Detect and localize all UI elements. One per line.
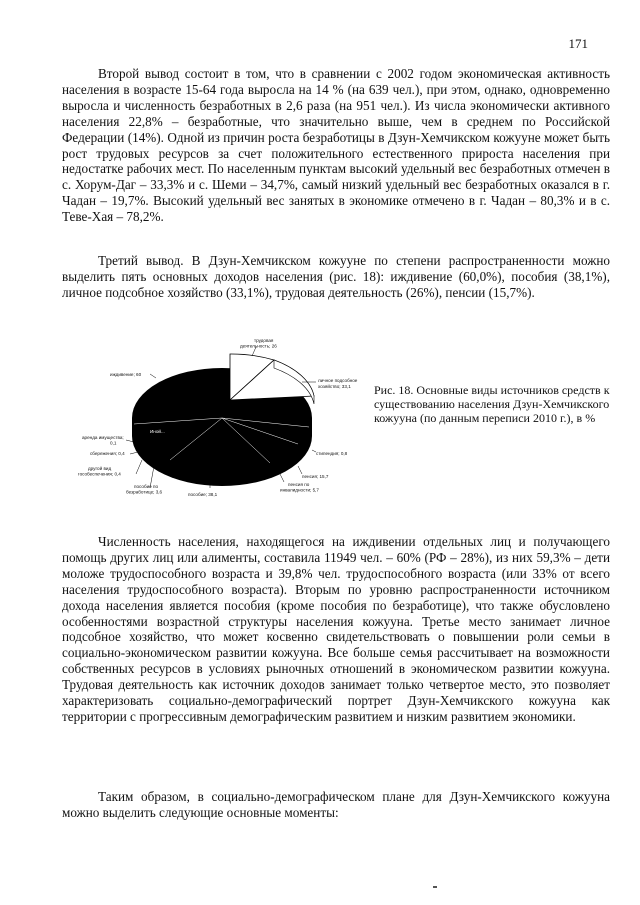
label-work-activity: трудовая деятельность; 26 bbox=[240, 338, 277, 349]
label-dependency: иждивение; 60 bbox=[110, 372, 142, 377]
paragraph-dependent-population: Численность населения, находящегося на иждивении отдельных лиц и получающего помощь других лиц или алименты, составила 11949 чел. – 60% (РФ – 28%), из них 59,3% – дети моложе трудоспособного возраста и 39,8% чел. трудоспособного возраста (или 33% от всего населения трудоспособного возраста). Вторым по уровню распространенности источником дохода населения является пособия (кроме пособия по безработице), что также обусловлено особенностями возрастной структуры населения кожууна. Третье место занимает личное подсобное хозяйство, что может косвенно свидетельствовать о повышении роли семьи в социально-экономическом развитии кожууна. Все больше семья рассчитывает на возможности собственных ресурсов в условиях рыночных отношений в экономическом развитии кожууна. Трудовая деятельность как источник доходов занимает только четвертое место, это позволяет характеризовать социально-демографический портрет Дзун-Хемчикского кожууна как территории с прогрессивным демографическим развитием и низким развитием экономики. bbox=[62, 534, 610, 724]
label-disability-pension: пенсия по инвалидности; 5,7 bbox=[280, 482, 319, 493]
leader-line-disability bbox=[280, 474, 284, 482]
inner-label: Иной... bbox=[150, 429, 165, 434]
label-private-farm: личное подсобное хозяйство; 33,1 bbox=[318, 378, 358, 389]
income-sources-pie-chart bbox=[70, 338, 370, 503]
paragraph-summary-intro: Таким образом, в социально-демографическом плане для Дзун-Хемчикского кожууна можно выделить следующие основные моменты: bbox=[62, 789, 610, 820]
figure-caption: Рис. 18. Основные виды источников средств к существованию населения Дзун-Хемчикского кожууна (по данным переписи 2010 г.), в % bbox=[374, 383, 610, 425]
page-number: 171 bbox=[568, 36, 588, 51]
label-unemployment-allowance: пособие по безработице; 3,6 bbox=[126, 484, 163, 495]
label-other-state-support: другой вид гособеспечения; 0,4 bbox=[78, 466, 121, 477]
label-property-rent: аренда имущества; 0,1 bbox=[82, 435, 124, 446]
leader-line-other-state bbox=[136, 460, 142, 474]
paragraph-second-conclusion: Второй вывод состоит в том, что в сравнении с 2002 годом экономическая активность населения в возрасте 15-64 года выросла на 14 % (на 639 чел.), при этом, однако, одновременно выросла и численность безработных в 2,6 раза (на 951 чел.). Из числа экономически активного населения 22,8% – безработные, что значительно выше, чем в среднем по Российской Федерации (14%). Одной из причин роста безработицы в Дзун-Хемчикском кожууне может быть рост трудовых ресурсов за счет положительного естественного прироста населения при недостатке рабочих мест. По населенным пунктам высокий удельный вес безработных отмечен в с. Хорум-Даг – 33,3% и с. Шеми – 34,7%, самый низкий удельный вес безработных оказался в г. Чадан – 19,7%. Высокий удельный вес занятых в экономике отмечено в г. Чадан – 80,3% и в с. Теве-Хая – 78,2%. bbox=[62, 66, 610, 225]
label-savings: сбережения; 0,4 bbox=[90, 451, 125, 456]
leader-line-dependency bbox=[150, 374, 156, 378]
scan-speck bbox=[433, 886, 437, 888]
label-allowance: пособие; 38,1 bbox=[188, 492, 218, 497]
label-pension: пенсия; 15,7 bbox=[302, 474, 329, 479]
paragraph-third-conclusion: Третий вывод. В Дзун-Хемчикском кожууне по степени распространенности можно выделить пять основных доходов населения (рис. 18): иждивение (60,0%), пособия (38,1%), личное подсобное хозяйство (33,1%), трудовая деятельность (26%), пенсии (15,7%). bbox=[62, 253, 610, 300]
leader-line-savings bbox=[130, 452, 138, 454]
label-stipend: стипендия; 0,8 bbox=[316, 451, 348, 456]
pie-chart-svg bbox=[70, 338, 370, 503]
leader-line-pension bbox=[298, 466, 302, 474]
